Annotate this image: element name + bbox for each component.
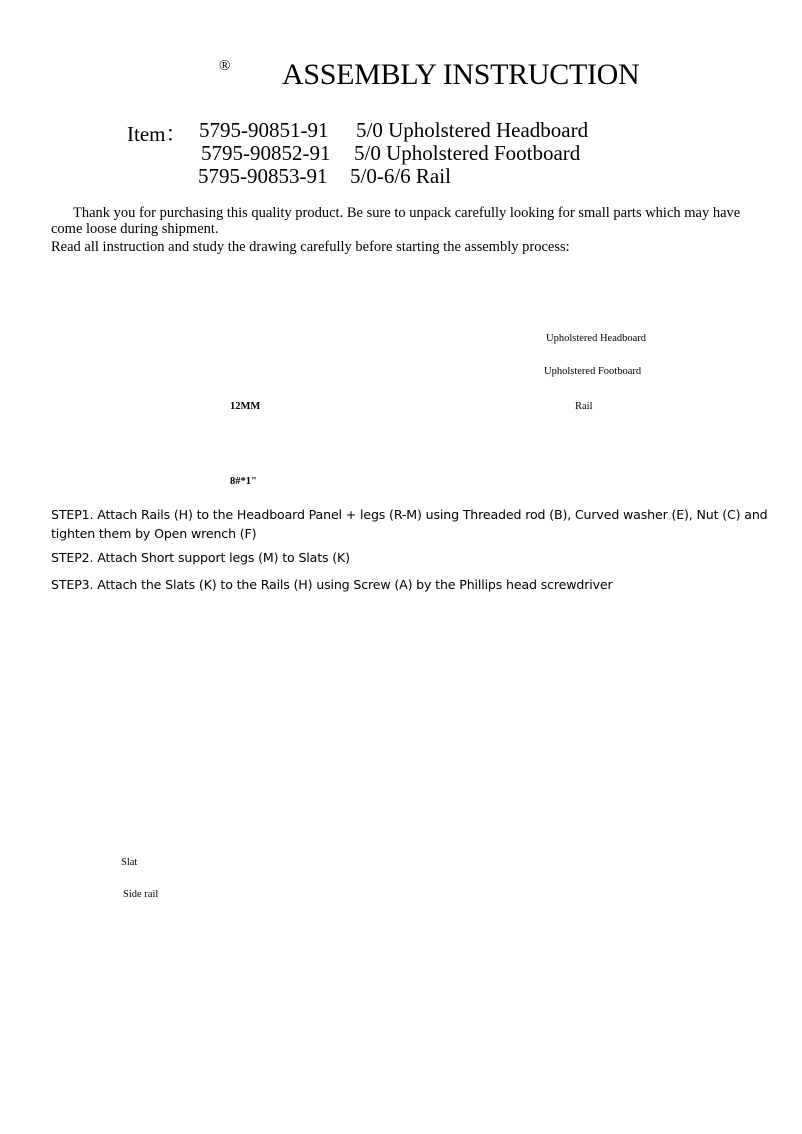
page-title: ASSEMBLY INSTRUCTION <box>282 58 640 91</box>
diagram-label-side-rail: Side rail <box>123 889 159 900</box>
intro-text: Read all instruction and study the drawing carefully before starting the assembly process: <box>51 239 570 255</box>
intro-text: Thank you for purchasing this quality product. Be sure to unpack carefully looking for small parts which may have <box>73 205 741 221</box>
diagram-label-slat: Slat <box>121 857 138 868</box>
item-name: 5/0 Upholstered Headboard <box>356 118 589 142</box>
hardware-label-screw: 8#*1" <box>230 476 257 487</box>
item-code: 5795-90853-91 <box>198 164 328 188</box>
item-code: 5795-90851-91 <box>199 118 329 142</box>
step-3-text: STEP3. Attach the Slats (K) to the Rails (H) using Screw (A) by the Phillips head screwdriver <box>51 577 613 592</box>
part-label-footboard: Upholstered Footboard <box>544 366 642 377</box>
step-1-text: STEP1. Attach Rails (H) to the Headboard Panel + legs (R-M) using Threaded rod (B), Curved washer (E), Nut (C) and <box>51 507 768 522</box>
item-label: Item： <box>127 122 187 146</box>
part-label-headboard: Upholstered Headboard <box>546 333 647 344</box>
item-name: 5/0-6/6 Rail <box>350 164 451 188</box>
hardware-label-bolt: 12MM <box>230 401 261 412</box>
part-label-rail: Rail <box>575 401 593 412</box>
intro-text: come loose during shipment. <box>51 221 219 237</box>
registered-trademark: ® <box>219 58 231 74</box>
item-code: 5795-90852-91 <box>201 141 331 165</box>
step-2-text: STEP2. Attach Short support legs (M) to Slats (K) <box>51 550 350 565</box>
step-1-text: tighten them by Open wrench (F) <box>51 526 257 541</box>
item-name: 5/0 Upholstered Footboard <box>354 141 581 165</box>
